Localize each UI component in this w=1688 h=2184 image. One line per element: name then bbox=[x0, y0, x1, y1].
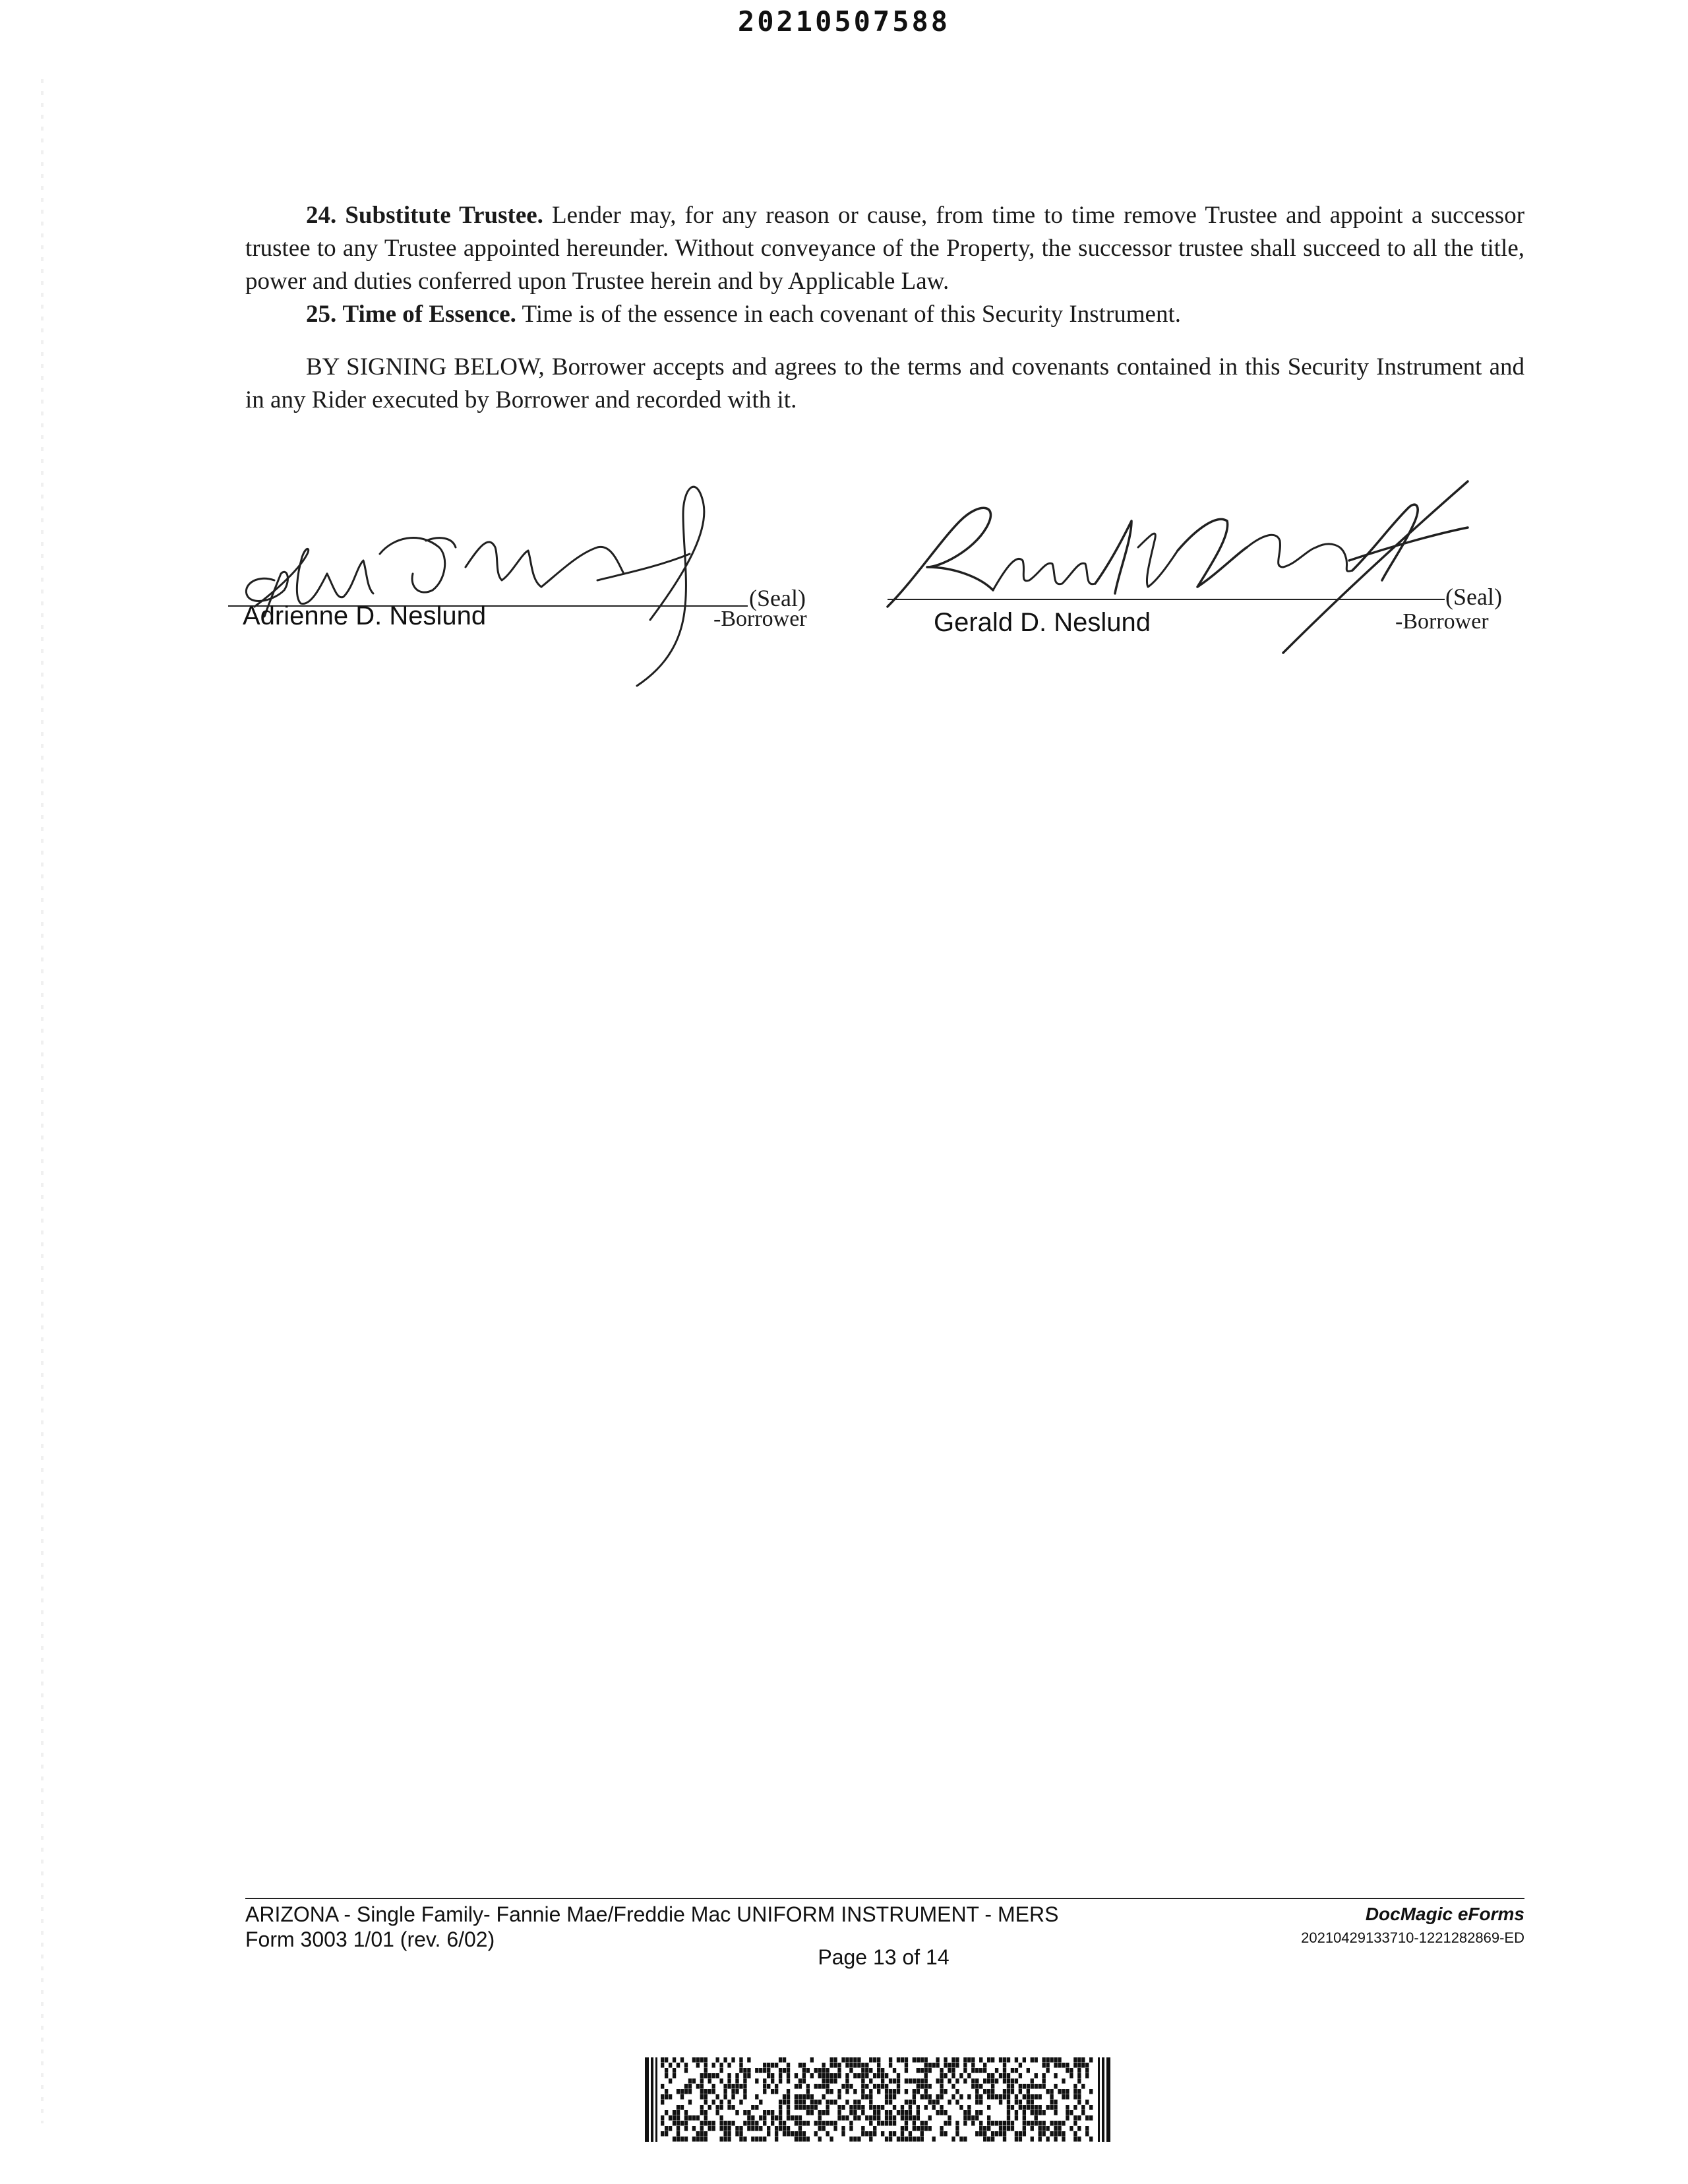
signature-block-gerald bbox=[888, 468, 1514, 666]
signer-name-adrienne: Adrienne D. Neslund bbox=[243, 601, 487, 630]
signing-statement: BY SIGNING BELOW, Borrower accepts and agrees to the terms and covenants contained in this Security Instrument and in any Rider executed by Borrower and recorded with it. bbox=[245, 353, 1524, 413]
recording-number: 20210507588 bbox=[737, 5, 951, 38]
signature-block-adrienne bbox=[228, 475, 822, 692]
document-id: 20210429133710-1221282869-ED bbox=[1301, 1929, 1524, 1946]
signature-line-gerald bbox=[888, 599, 1445, 600]
handwritten-signature-adrienne bbox=[228, 475, 822, 692]
docmagic-logo bbox=[1301, 1902, 1524, 1927]
form-identifier bbox=[245, 1902, 1058, 1952]
document-body bbox=[245, 199, 1524, 417]
scan-edge bbox=[41, 79, 44, 2123]
footer-rule bbox=[245, 1898, 1524, 1899]
section-24-text: Lender may, for any reason or cause, from time to time remove Trustee and appoint a successor trustee to any Trustee appointed hereunder. Without conveyance of the Property, the successor trustee shall succeed to all the title, power and duties conferred upon Trustee herein and by Applicable Law. bbox=[245, 202, 1525, 295]
borrower-label-adrienne: -Borrower bbox=[713, 607, 807, 631]
signer-name-gerald: Gerald D. Neslund bbox=[934, 608, 1151, 637]
section-24-heading: Substitute Trustee. bbox=[345, 202, 543, 229]
seal-label-adrienne: (Seal) bbox=[749, 585, 806, 611]
brand-name: DocMagic bbox=[1365, 1904, 1453, 1924]
page-number: Page 13 of 14 bbox=[818, 1945, 950, 1969]
borrower-label-gerald: -Borrower bbox=[1395, 609, 1489, 634]
section-24-number: 24. bbox=[306, 202, 337, 229]
section-25-heading: Time of Essence. bbox=[342, 301, 516, 328]
section-25-number: 25. bbox=[306, 301, 337, 328]
seal-label-gerald: (Seal) bbox=[1445, 584, 1502, 610]
section-25-text: Time is of the essence in each covenant of this Security Instrument. bbox=[522, 301, 1181, 328]
form-line-2: Form 3003 1/01 (rev. 6/02) bbox=[245, 1927, 495, 1951]
vendor-info bbox=[1301, 1902, 1524, 1949]
form-line-1: ARIZONA - Single Family- Fannie Mae/Freddie Mac UNIFORM INSTRUMENT - MERS bbox=[245, 1902, 1059, 1926]
barcode-image bbox=[645, 2057, 1110, 2142]
brand-suffix: eForms bbox=[1457, 1904, 1524, 1924]
section-24 bbox=[245, 199, 1524, 298]
section-25 bbox=[245, 298, 1524, 331]
barcode-graphic bbox=[645, 2057, 1110, 2142]
